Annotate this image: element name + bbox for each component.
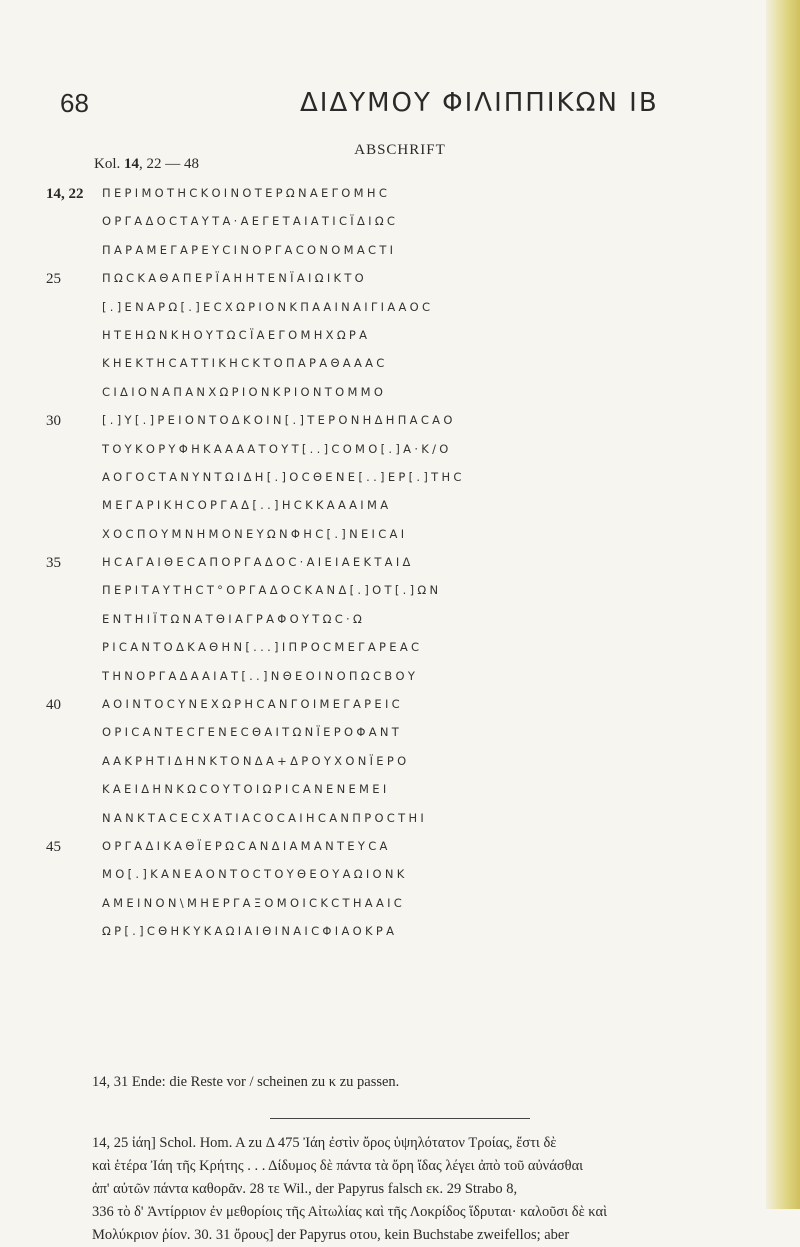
apparatus-line: ἀπ' αὐτῶν πάντα καθορᾶν. 28 τε Wil., der Papyrus falsch εκ. 29 Strabo 8, [92, 1181, 518, 1197]
transcription-line [0, 354, 766, 382]
page-header [60, 88, 750, 128]
transcription-line [0, 610, 766, 638]
greek-line-text: ΩΡ[.]CΘΗΚΥΚΑΩΙΑΙΘΙΝΑΙCΦΙΑΟΚΡΑ [102, 924, 398, 939]
transcription-line [0, 865, 766, 893]
greek-line-text: ΡΙCΑΝΤΟΔΚΑΘΗΝ[...]ΙΠΡΟCΜΕΓΑΡΕΑC [102, 640, 423, 655]
greek-line-text: ΠΕΡΙΤΑΥΤΗCΤ°ΟΡΓΑΔΟCΚΑΝΔ[.]ΟΤ[.]ΩΝ [102, 583, 442, 598]
transcription-line [0, 638, 766, 666]
greek-line-text: ΚΑΕΙΔΗΝΚΩCΟΥΤΟΙΩΡΙCΑΝΕΝΕΜΕΙ [102, 782, 390, 797]
greek-line-text: ΚΗΕΚΤΗCΑΤΤΙΚΗCΚΤΟΠΑΡΑΘΑΑΑC [102, 356, 388, 371]
transcription-line [0, 496, 766, 524]
transcription-line [0, 894, 766, 922]
transcription-line [0, 241, 766, 269]
greek-line-text: ΟΡΓΑΔΟCΤΑΥΤΑ·ΑΕΓΕΤΑΙΑΤΙCΪΔΙΩC [102, 214, 399, 229]
transcription-line [0, 411, 766, 439]
transcription-line [0, 581, 766, 609]
end-note: 14, 31 Ende: die Reste vor / scheinen zu κ zu passen. [92, 1074, 400, 1090]
page-edge [766, 0, 800, 1209]
transcription-line [0, 667, 766, 695]
transcription-line [0, 212, 766, 240]
greek-line-text: ΟΡΓΑΔΙΚΑΘΪΕΡΩCΑΝΔΙΑΜΑΝΤΕΥCΑ [102, 838, 391, 853]
running-title: ΔΙΔΥΜΟΥ ΦΙΛΙΠΠΙΚΩΝ ΙΒ [300, 88, 659, 118]
transcription-line [0, 837, 766, 865]
greek-line-text: ΑΟΓΟCΤΑΝΥΝΤΩΙΔΗ[.]ΟCΘΕΝΕ[..]ΕΡ[.]ΤΗC [102, 469, 465, 484]
apparatus-line: Μολύκριον ῥίον. 30. 31 ὄρους] der Papyrus οτου, kein Buchstabe zweifellos; aber [92, 1227, 570, 1243]
transcription-line [0, 723, 766, 751]
transcription-line [0, 184, 766, 212]
greek-line-text: ΠΑΡΑΜΕΓΑΡΕΥCΙΝΟΡΓΑCΟΝΟΜΑCΤΙ [102, 242, 397, 257]
transcription-line [0, 780, 766, 808]
greek-line-text: ΠΕΡΙΜΟΤΗCΚΟΙΝΟΤΕΡΩΝΑΕΓΟΜΗC [102, 186, 391, 200]
greek-line-text: CΙΔΙΟΝΑΠΑΝΧΩΡΙΟΝΚΡΙΟΝΤΟΜΜΟ [102, 384, 387, 399]
greek-line-text: [.]ΕΝΑΡΩ[.]ΕCΧΩΡΙΟΝΚΠΑΑΙΝΑΙΓΙΑΑΟC [102, 299, 434, 314]
greek-line-text: ΑΟΙΝΤΟCΥΝΕΧΩΡΗCΑΝΓΟΙΜΕΓΑΡΕΙC [102, 697, 403, 712]
greek-line-text: ΜΕΓΑΡΙΚΗCΟΡΓΑΔ[..]ΗCΚΚΑΑΑΙΜΑ [102, 498, 392, 513]
kol-prefix: Kol. [94, 156, 124, 172]
greek-line-text: ΠΩCΚΑΘΑΠΕΡΪΑΗΗΤΕΝΪΑΙΩΙΚΤΟ [102, 271, 368, 286]
transcription-lines [0, 184, 766, 951]
greek-line-text: ΗΤΕΗΩΝΚΗΟΥΤΩCΪΑΕΓΟΜΗΧΩΡΑ [102, 327, 371, 342]
transcription-line [0, 440, 766, 468]
greek-line-text: [.]Υ[.]ΡΕΙΟΝΤΟΔΚΟΙΝ[.]ΤΕΡΟΝΗΔΗΠΑCΑΟ [102, 413, 456, 428]
transcription-line [0, 752, 766, 780]
apparatus-line: 14, 25 ἰάη] Schol. Hom. A zu Δ 475 Ἰάη ἐστὶν ὄρος ὑψηλότατον Τροίας, ἔστι δὲ [92, 1135, 557, 1151]
apparatus-line: καὶ ἑτέρα Ἰάη τῆς Κρήτης . . . Δίδυμος δὲ πάντα τὰ ὄρη ἴδας λέγει ἀπὸ τοῦ αὐνάσθαι [92, 1158, 584, 1174]
greek-line-text: ΑΑΚΡΗΤΙΔΗΝΚΤΟΝΔΑ+ΔΡΟΥΧΟΝΪΕΡΟ [102, 753, 410, 768]
line-number: 35 [46, 555, 61, 572]
transcription-line [0, 383, 766, 411]
apparatus-line: 336 τὸ δ' Ἀντίρριον ἐν μεθορίοις τῆς Αἰτωλίας καὶ τῆς Λοκρίδος ἵδρυται· καλοῦσι δὲ καὶ [92, 1204, 607, 1220]
transcription-line [0, 695, 766, 723]
transcription-line [0, 525, 766, 553]
greek-line-text: ΑΜΕΙΝΟΝ\ΜΗΕΡΓΑΞΟΜΟΙCΚCΤΗΑΑΙC [102, 895, 406, 910]
line-number: 25 [46, 271, 61, 288]
greek-line-text: ΧΟCΠΟΥΜΝΗΜΟΝΕΥΩΝΦΗC[.]ΝΕΙCΑΙ [102, 526, 408, 541]
transcription-line [0, 809, 766, 837]
line-number: 40 [46, 697, 61, 714]
transcription-line [0, 468, 766, 496]
page-number: 68 [60, 88, 89, 118]
line-number: 14, 22 [46, 186, 84, 202]
kol-range: , 22 — 48 [139, 156, 199, 172]
transcription-line [0, 298, 766, 326]
line-number: 30 [46, 413, 61, 430]
greek-line-text: ΤΗΝΟΡΓΑΔΑΑΙΑΤ[..]ΝΘΕΟΙΝΟΠΩCΒΟΥ [102, 668, 419, 683]
greek-line-text: ΕΝΤΗΙΪΤΩΝΑΤΘΙΑΓΡΑΦΟΥΤΩC·Ω [102, 611, 366, 626]
greek-line-text: ΗCΑΓΑΙΘΕCΑΠΟΡΓΑΔΟC·ΑΙΕΙΑΕΚΤΑΙΔ [102, 555, 414, 570]
separator-rule [270, 1118, 530, 1119]
transcription-line [0, 922, 766, 950]
greek-line-text: ΝΑΝΚΤΑCΕCΧΑΤΙΑCΟCΑΙΗCΑΝΠΡΟCΤΗΙ [102, 810, 428, 825]
line-number: 45 [46, 838, 61, 855]
greek-line-text: ΟΡΙCΑΝΤΕCΓΕΝΕCΘΑΙΤΩΝΪΕΡΟΦΑΝΤ [102, 725, 403, 740]
greek-line-text: ΤΟΥΚΟΡΥΦΗΚΑΑΑΑΤΟΥΤ[..]CΟΜΟ[.]Α·Κ/Ο [102, 441, 452, 456]
greek-line-text: ΜΟ[.]ΚΑΝΕΑΟΝΤΟCΤΟΥΘΕΟΥΑΩΙΟΝΚ [102, 867, 408, 882]
transcription-line [0, 326, 766, 354]
transcription-line [0, 269, 766, 297]
critical-apparatus [92, 1132, 752, 1247]
kol-number: 14 [124, 156, 139, 172]
column-reference [94, 156, 199, 173]
abschrift-heading: ABSCHRIFT [354, 142, 446, 158]
transcription-line [0, 553, 766, 581]
